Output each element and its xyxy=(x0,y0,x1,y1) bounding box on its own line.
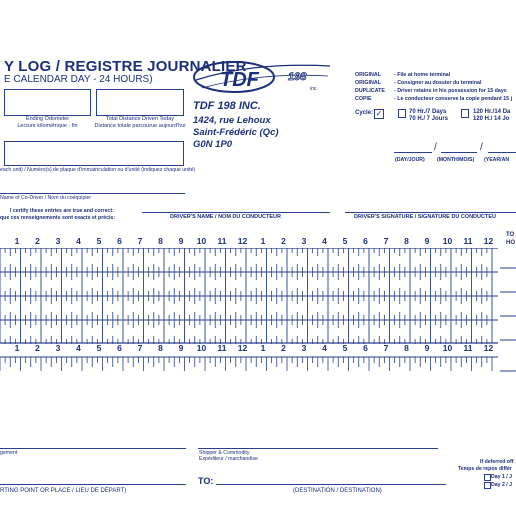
copy-row: DUPLICATE xyxy=(355,88,385,94)
shipper-label: Shipper & Commodity Expéditeur / marchandise xyxy=(199,450,258,462)
co-driver-line[interactable] xyxy=(0,193,185,194)
deferred-label-fr: Temps de repos différ xyxy=(458,466,512,472)
remarks-ruler[interactable] xyxy=(0,355,516,375)
company-name: TDF 198 INC. xyxy=(193,100,261,112)
bottom-left-caption: gement xyxy=(0,450,18,456)
logo-number: 198 xyxy=(288,71,307,83)
logo-suffix: inc. xyxy=(310,86,318,92)
driver-name-label: DRIVER'S NAME / NOM DU CONDUCTEUR xyxy=(170,214,282,220)
remarks-line[interactable] xyxy=(0,448,186,449)
copy-desc: - Le conducteur conserve la copie pendant 15 j xyxy=(394,96,513,102)
starting-point-caption: RTING POINT OR PLACE / LIEU DE DÉPART) xyxy=(0,488,127,494)
company-city: Saint-Frédéric (Qc) xyxy=(193,127,279,138)
driver-signature-field[interactable] xyxy=(345,212,516,213)
day-field[interactable] xyxy=(394,152,432,153)
date-separator: / xyxy=(480,142,483,153)
hour-labels-bottom: 1 2 3 4 5 6 7 8 9 10 11 12 1 2 3 4 5 6 7 8 9 10 11 12 xyxy=(14,343,494,353)
to-label: TO: xyxy=(198,476,214,486)
cycle-120-label: 120 Hr./14 Da 120 H./ 14 Jo xyxy=(473,109,511,122)
cycle-70-checkbox[interactable] xyxy=(398,109,406,118)
unit-numbers-field[interactable] xyxy=(4,141,184,166)
date-separator: / xyxy=(434,142,437,153)
cycle-120-checkbox[interactable] xyxy=(461,109,469,118)
cycle-70-label: 70 Hr./7 Days 70 H./ 7 Jours xyxy=(409,109,449,122)
driver-signature-label: DRIVER'S SIGNATURE / SIGNATURE DU CONDUCTEU xyxy=(354,214,496,220)
certify-text-en: I certify these entries are true and correct: xyxy=(10,208,114,214)
copy-desc: - File at home terminal xyxy=(394,72,451,78)
day2-label: Day 2 / J xyxy=(491,482,513,488)
co-driver-caption: Name of Co-Driver / Nom du coéquipier xyxy=(0,195,92,201)
company-postal: G0N 1P0 xyxy=(193,139,233,150)
copy-desc: - Consigner au dossier du terminal xyxy=(394,80,482,86)
hour-labels-top: 1 2 3 4 5 6 7 8 9 10 11 12 1 2 3 4 5 6 7 8 9 10 11 12 xyxy=(14,236,494,246)
starting-point-field[interactable] xyxy=(0,484,186,485)
copy-row: ORIGINAL xyxy=(355,80,381,86)
company-street: 1424, rue Lehoux xyxy=(193,115,271,126)
destination-field[interactable] xyxy=(216,484,446,485)
total-distance-field[interactable] xyxy=(96,89,184,116)
total-distance-label: Total Distance Driven Today Distance totale parcourue aujourd'hui xyxy=(94,116,186,129)
duty-status-grid[interactable] xyxy=(0,248,516,344)
day-caption: (DAY/JOUR) xyxy=(395,157,425,163)
day2-checkbox[interactable] xyxy=(484,482,491,489)
total-hours-header: TO HO xyxy=(506,232,515,246)
year-field[interactable] xyxy=(488,152,516,153)
day1-label: Day 1 / J xyxy=(491,474,513,480)
month-field[interactable] xyxy=(441,152,477,153)
destination-caption: (DESTINATION / DESTINATION) xyxy=(293,488,382,494)
copy-desc: - Driver retains in his possession for 15 days xyxy=(394,88,507,94)
day1-checkbox[interactable] xyxy=(484,474,491,481)
ending-odometer-label: Ending Odometer Lecture kilométrique - fin xyxy=(17,116,78,129)
copy-row: COPIE xyxy=(355,96,372,102)
deferred-label-en: If deferred off xyxy=(480,459,514,465)
certify-text-fr: que ces renseignements sont exacts et précis: xyxy=(0,215,116,221)
driver-name-field[interactable] xyxy=(142,212,330,213)
copy-row: ORIGINAL xyxy=(355,72,381,78)
shipper-line[interactable] xyxy=(198,448,438,449)
page-title: Y LOG / REGISTRE JOURNALIER xyxy=(4,58,247,75)
unit-numbers-caption: each unit) / Numéro(s) de plaque d'immatriculation ou d'unité (indiquez chaque unité) xyxy=(0,167,196,173)
ending-odometer-field[interactable] xyxy=(4,89,91,116)
month-caption: (MONTH/MOIS) xyxy=(437,157,475,163)
page-subtitle: E CALENDAR DAY - 24 HOURS) xyxy=(4,74,153,85)
year-caption: (YEAR/AN xyxy=(484,157,510,163)
company-logo xyxy=(192,58,332,98)
logo-text: TDF xyxy=(220,69,259,91)
cycle-label: Cycle: xyxy=(355,110,374,116)
cycle-check-icon[interactable]: ✓ xyxy=(375,109,383,118)
